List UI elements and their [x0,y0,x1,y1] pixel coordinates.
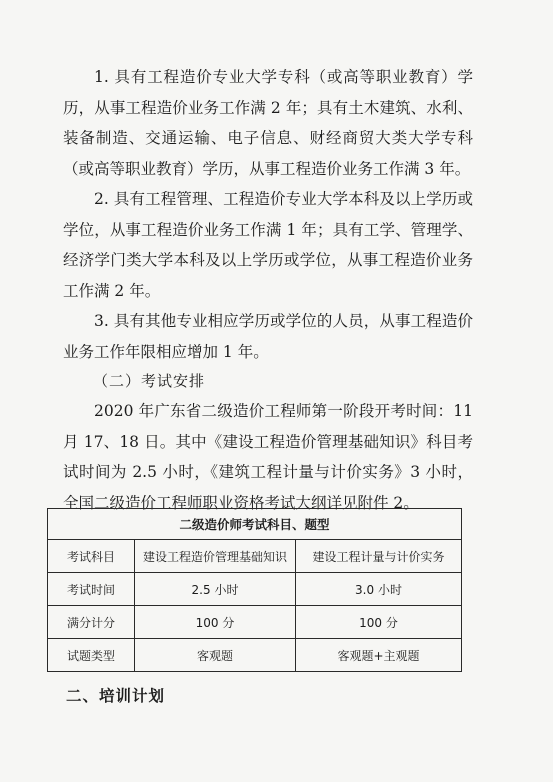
table-cell: 客观题+主观题 [296,639,462,672]
exam-table [47,508,462,672]
table-cell: 建设工程造价管理基础知识 [135,540,296,573]
table-cell: 考试科目 [48,540,135,573]
subheading-exam-arrangement: （二）考试安排 [93,372,206,390]
table-cell: 满分计分 [48,606,135,639]
table-cell: 100 分 [135,606,296,639]
paragraph-condition-2: 2. 具有工程管理、工程造价专业大学本科及以上学历或学位，从事工程造价业务工作满 1 年；具有工学、管理学、经济学门类大学本科及以上学历或学位，从事工程造价业务工作满 2 年。 [63,190,473,300]
paragraph-condition-3: 3. 具有其他专业相应学历或学位的人员，从事工程造价业务工作年限相应增加 1 年。 [63,312,473,361]
table-cell: 3.0 小时 [296,573,462,606]
table-row [48,540,462,573]
table-cell: 100 分 [296,606,462,639]
table-cell: 建设工程计量与计价实务 [296,540,462,573]
paragraph-exam-schedule: 2020 年广东省二级造价工程师第一阶段开考时间：11 月 17、18 日。其中《建设工程造价管理基础知识》科目考试时间为 2.5 小时，《建筑工程计量与计价实务》3 小时，全国二级造价工程师职业资格考试大纲详见附件 2。 [63,402,473,512]
table-caption: 二级造价师考试科目、题型 [48,509,462,540]
section-heading-training-plan: 二、培训计划 [66,687,166,705]
table-cell: 2.5 小时 [135,573,296,606]
table-row [48,606,462,639]
table-cell: 考试时间 [48,573,135,606]
table-row [48,639,462,672]
table-caption-row [48,509,462,540]
paragraph-condition-1: 1. 具有工程造价专业大学专科（或高等职业教育）学历，从事工程造价业务工作满 2 年；具有土木建筑、水利、装备制造、交通运输、电子信息、财经商贸大类大学专科（或高等职业教育）学历，从事工程造价业务工作满 3 年。 [63,68,473,178]
table-row [48,573,462,606]
table-cell: 试题类型 [48,639,135,672]
table-cell: 客观题 [135,639,296,672]
